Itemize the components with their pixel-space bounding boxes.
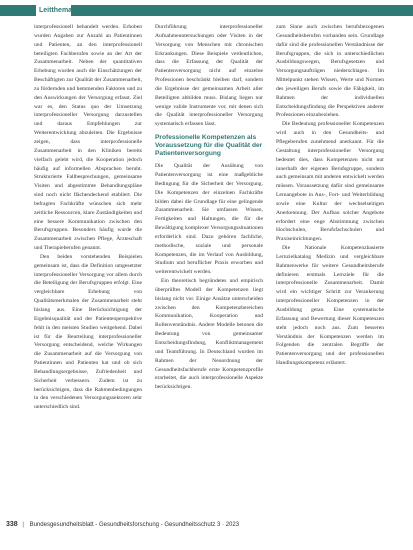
footer-separator: | bbox=[22, 522, 24, 528]
body-paragraph: Durchführung interprofessioneller Aufnahmeuntersuchungen oder Visiten in der Versorgung von Menschen mit chronischen Erkrankungen. Diese Beispiele verdeutlichen, dass die Erfassung der Qualität der Patientenversorgung nicht auf einzelne Professionen beschränkt bleiben darf, sondern die Ergebnisse der gemeinsamen Arbeit aller Beteiligten abbilden muss. Bislang liegen nur wenige valide Instrumente vor, mit denen sich die Qualität interprofessioneller Versorgung systematisch erfassen lässt. bbox=[155, 24, 263, 128]
text-column-2 bbox=[155, 23, 263, 519]
body-paragraph: Die Qualität der Ausübung von Patientenversorgung ist eine maßgebliche Bedingung für die Sicherheit der Versorgung. Die Kompetenzen der einzelnen Fachkräfte bilden dabei die Grundlage für eine gelingende Zusammenarbeit. Sie umfassen Wissen, Fertigkeiten und Haltungen, die für die Bewältigung komplexer Versorgungssituationen erforderlich sind. Dazu gehören fachliche, methodische, soziale und personale Kompetenzen, die im Verlauf von Ausbildung, Studium und beruflicher Praxis erworben und weiterentwickelt werden. bbox=[155, 163, 263, 276]
body-paragraph: Ein theoretisch begründetes und empirisch überprüftes Modell der Kompetenzen liegt bislang nicht vor. Einige Ansätze unterscheiden zwischen den Kompetenzbereichen Kommunikation, Kooperation und Rollenverständnis. Andere Modelle betonen die Bedeutung von gemeinsamer Entscheidungsfindung, Konfliktmanagement und Teamführung. In Deutschland wurden im Rahmen der Neuordnung der Gesundheitsfachberufe erste Kompetenzprofile erarbeitet, die auch interprofessionelle Aspekte berücksichtigen. bbox=[155, 278, 263, 391]
body-paragraph: interprofessionell behandelt werden. Erhoben wurden Angaben zur Anzahl an Patientinnen und Patienten, an den interprofessionell beteiligten Fachberufen sowie an der Art der Zusammenarbeit. Neben der quantitativen Erhebung wurden auch die Einschätzungen der Beschäftigten zur Qualität der Zusammenarbeit, zu fördernden und hemmenden Faktoren und zu den Auswirkungen der Versorgung erfasst. Ziel war es, den Status quo der Umsetzung interprofessioneller Versorgung darzustellen und daraus Empfehlungen zur Weiterentwicklung abzuleiten. Die Ergebnisse zeigen, dass interprofessionelle Zusammenarbeit in den Kliniken bereits vielfach gelebt wird, die Kooperation jedoch häufig auf informellen Absprachen beruht. Strukturierte Fallbesprechungen, gemeinsame Visiten und abgestimmte Behandlungspläne sind noch nicht flächendeckend etabliert. Die befragten Fachkräfte wünschen sich mehr zeitliche Ressourcen, klare Zuständigkeiten und eine bessere Kommunikation zwischen den Berufsgruppen. Besonders häufig wurde die Zusammenarbeit zwischen Pflege, Ärzteschaft und Therapieberufen genannt. bbox=[34, 24, 142, 252]
body-paragraph: Die Nationale Kompetenzbasierte Lernzielkatalog Medizin und vergleichbare Rahmenwerke für weitere Gesundheitsberufe definieren erstmals Lernziele für die interprofessionelle Zusammenarbeit. Damit wird ein wichtiger Schritt zur Verankerung interprofessioneller Kompetenzen in der Ausbildung getan. Eine systematische Erfassung und Bewertung dieser Kompetenzen steht jedoch noch aus. Zum besseren Verständnis der Kompetenzen werden im Folgenden die zentralen Begriffe der Patientenversorgung und der professionellen Handlungskompetenz erläutert. bbox=[276, 245, 384, 367]
page-number: 338 bbox=[6, 521, 18, 528]
body-paragraph: Die Bedeutung professioneller Kompetenzen wird auch in den Gesundheits- und Pflegeberufen zunehmend anerkannt. Für die Gestaltung interprofessioneller Versorgung bedeutet dies, dass Kompetenzen nicht nur innerhalb der eigenen Berufsgruppe, sondern auch gemeinsam mit anderen entwickelt werden müssen. Voraussetzung dafür sind gemeinsame Lernangebote in Aus-, Fort- und Weiterbildung sowie eine Kultur der wechselseitigen Anerkennung. Der Aufbau solcher Angebote erfordert eine enge Abstimmung zwischen Hochschulen, Berufsfachschulen und Praxiseinrichtungen. bbox=[276, 121, 384, 243]
section-heading: Professionelle Kompetenzen als Voraussetzung für die Qualität der Patientenversorgung bbox=[155, 134, 263, 158]
page-footer bbox=[6, 520, 239, 530]
journal-citation: Bundesgesundheitsblatt - Gesundheitsforschung - Gesundheitsschutz 3 · 2023 bbox=[29, 522, 240, 528]
body-paragraph: zum Sinne auch zwischen berufsbezogenen Gesundheitsberufen vorhanden sein. Grundlage dafür sind die professionellen Verständnisse der Berufsgruppen, die sich in unterschiedlichen Ausbildungswegen, Berufsgesetzen und Versorgungsaufträgen niederschlagen. Im Mittelpunkt stehen Wissen, Werte und Normen des jeweiligen Berufs sowie die Fähigkeit, im Rahmen der individuellen Entscheidungsfindung die Perspektiven anderer Professionen einzubeziehen. bbox=[276, 24, 384, 119]
body-paragraph: Den beiden vorstehenden Beispielen gemeinsam ist, dass die Definition umgesetzter interprofessioneller Versorgung vor allem durch die Beteiligung der Berufsgruppen erfolgt. Eine vergleichbare Erhebung von Qualitätsmerkmalen der Zusammenarbeit steht bislang aus. Eine Berücksichtigung der Ergebnisqualität und der Patientenperspektive fehlt in den meisten Studien weitgehend. Dabei ist für die Beurteilung interprofessioneller Versorgung entscheidend, welche Wirkungen die Zusammenarbeit auf die Versorgung von Patientinnen und Patienten hat und ob sich Behandlungsergebnisse, Zufriedenheit und Sicherheit verbessern. Zudem ist zu berücksichtigen, dass die Rahmenbedingungen in den verschiedenen Versorgungssektoren sehr unterschiedlich sind. bbox=[34, 253, 142, 411]
section-tag: Leitthema bbox=[36, 5, 71, 16]
text-column-1 bbox=[34, 23, 142, 519]
text-column-3 bbox=[276, 23, 384, 519]
